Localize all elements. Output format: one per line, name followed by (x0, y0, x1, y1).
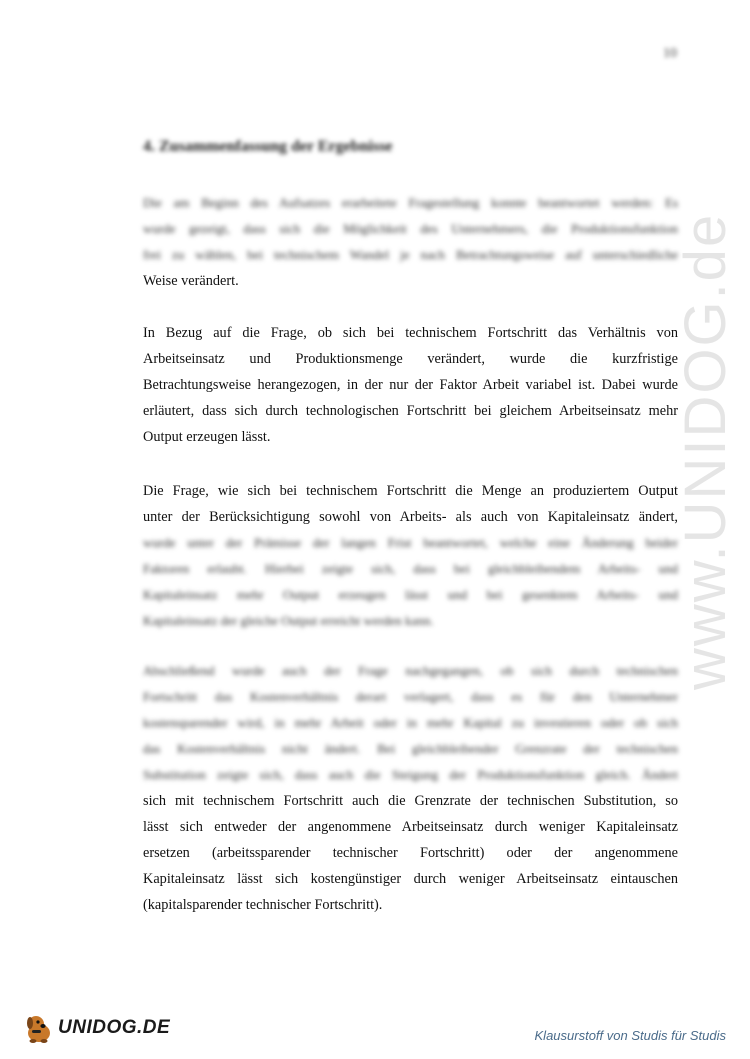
text-line: unter der Berücksichtigung sowohl von Arbeits- als auch von Kapitaleinsatz ändert, (143, 509, 678, 525)
page-number: 10 (663, 46, 677, 61)
paragraph-2 (143, 320, 678, 450)
watermark: www.UNIDOG.de (673, 212, 738, 690)
text-line: In Bezug auf die Frage, ob sich bei technischem Fortschritt das Verhältnis von (143, 325, 678, 341)
text-line: Kapitaleinsatz lässt sich kostengünstiger durch weniger Arbeitseinsatz eintauschen (143, 871, 678, 887)
text-line: Die Frage, wie sich bei technischem Fortschritt die Menge an produziertem Output (143, 483, 678, 499)
text-line: Arbeitseinsatz und Produktionsmenge verändert, wurde die kurzfristige (143, 351, 678, 367)
blurred-line: Faktoren erlaubt. Hierbei zeigte sich, dass bei gleichbleibendem Arbeits- und (143, 561, 678, 576)
blurred-line: Die am Beginn des Aufsatzes erarbeitete Fragestellung konnte beantwortet werden: Es (143, 195, 678, 210)
text-line: lässt sich entweder der angenommene Arbeitseinsatz durch weniger Kapitaleinsatz (143, 819, 678, 835)
blurred-line: Kapitaleinsatz der gleiche Output erreicht werden kann. (143, 613, 434, 628)
blurred-line: Kapitaleinsatz mehr Output erzeugen lässt und bei gesenktem Arbeits- und (143, 587, 678, 602)
text-line: Weise verändert. (143, 273, 239, 289)
footer-slogan: Klausurstoff von Studis für Studis (534, 1028, 726, 1043)
blurred-line: Substitution zeigte sich, dass auch die Steigung der Produktionsfunktion gleich. Ändert (143, 767, 678, 782)
paragraph-4 (143, 658, 678, 918)
dog-mascot-icon (22, 1011, 56, 1045)
section-heading: 4. Zusammenfassung der Ergebnisse (143, 138, 393, 155)
text-line: Output erzeugen lässt. (143, 429, 271, 445)
text-line: erläutert, dass sich durch technologischen Fortschritt bei gleichem Arbeitseinsatz mehr (143, 403, 678, 419)
blurred-line: wurde gezeigt, dass sich die Möglichkeit des Unternehmers, die Produktionsfunktion (143, 221, 678, 236)
blurred-line: kostensparender wird, in mehr Arbeit oder in mehr Kapital zu investieren oder ob sich (143, 715, 678, 730)
logo-text: UNIDOG.DE (58, 1017, 171, 1038)
text-line: (kapitalsparender technischer Fortschritt). (143, 897, 383, 913)
unidog-logo[interactable] (22, 1010, 170, 1046)
paragraph-1 (143, 190, 678, 294)
paragraph-3 (143, 478, 678, 634)
blurred-line: wurde unter der Prämisse der langen Frist beantwortet, welche eine Änderung beider (143, 535, 678, 550)
text-line: sich mit technischem Fortschritt auch die Grenzrate der technischen Substitution, so (143, 793, 678, 809)
blurred-line: frei zu wählen, bei technischem Wandel je nach Betrachtungsweise auf unterschiedliche (143, 247, 678, 262)
text-line: Betrachtungsweise herangezogen, in der nur der Faktor Arbeit variabel ist. Dabei wurde (143, 377, 678, 393)
blurred-line: Abschließend wurde auch der Frage nachgegangen, ob sich durch technischen (143, 663, 678, 678)
blurred-line: das Kostenverhältnis nicht ändert. Bei gleichbleibender Grenzrate der technischen (143, 741, 678, 756)
blurred-line: Fortschritt das Kostenverhältnis derart verlagert, dass es für den Unternehmer (143, 689, 678, 704)
text-line: ersetzen (arbeitssparender technischer Fortschritt) oder der angenommene (143, 845, 678, 861)
